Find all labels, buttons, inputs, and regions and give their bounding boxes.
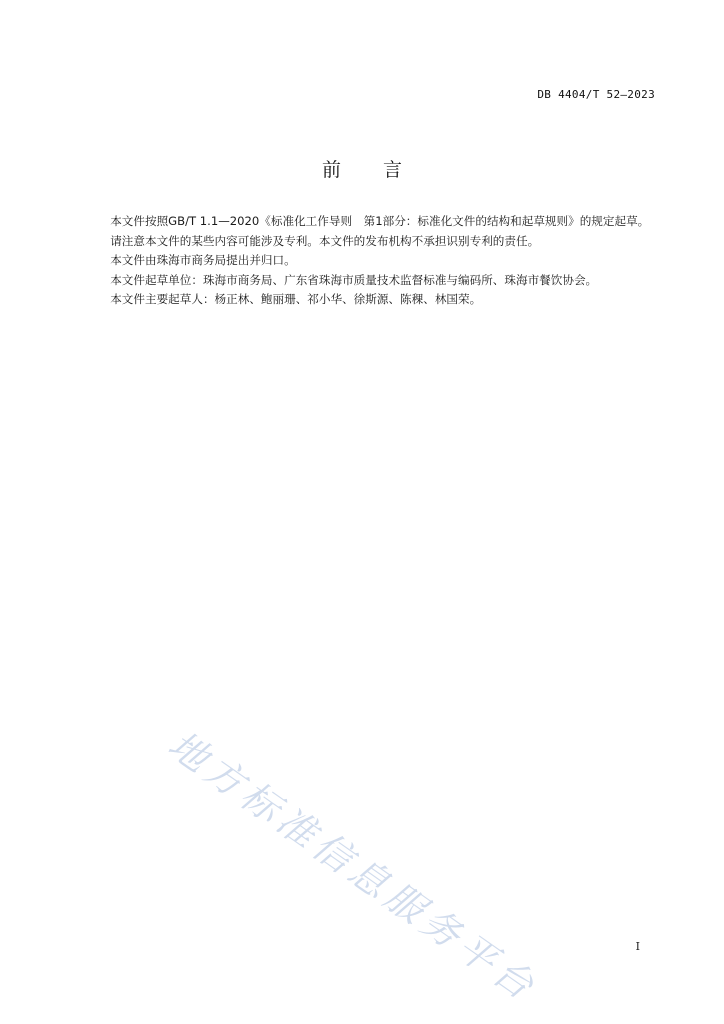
page-title: 前言	[321, 159, 444, 181]
paragraph-patent-notice: 请注意本文件的某些内容可能涉及专利。本文件的发布机构不承担识别专利的责任。	[110, 233, 540, 248]
document-body	[87, 212, 655, 310]
paragraph-drafting-units: 本文件起草单位：珠海市商务局、广东省珠海市质量技术监督标准与编码所、珠海市餐饮协会。	[110, 272, 598, 287]
paragraph-drafters: 本文件主要起草人：杨正林、鲍丽珊、祁小华、徐斯源、陈稞、林国荣。	[110, 292, 482, 306]
paragraph-proposer: 本文件由珠海市商务局提出并归口。	[110, 253, 296, 267]
document-code: DB 4404/T 52—2023	[537, 88, 655, 101]
page-number: I	[635, 940, 640, 953]
paragraph-drafting-rules: 本文件按照GB/T 1.1—2020《标准化工作导则 第1部分：标准化文件的结构和起草规则》的规定起草。	[110, 214, 650, 228]
watermark: 地方标准信息服务平台	[160, 722, 547, 1011]
